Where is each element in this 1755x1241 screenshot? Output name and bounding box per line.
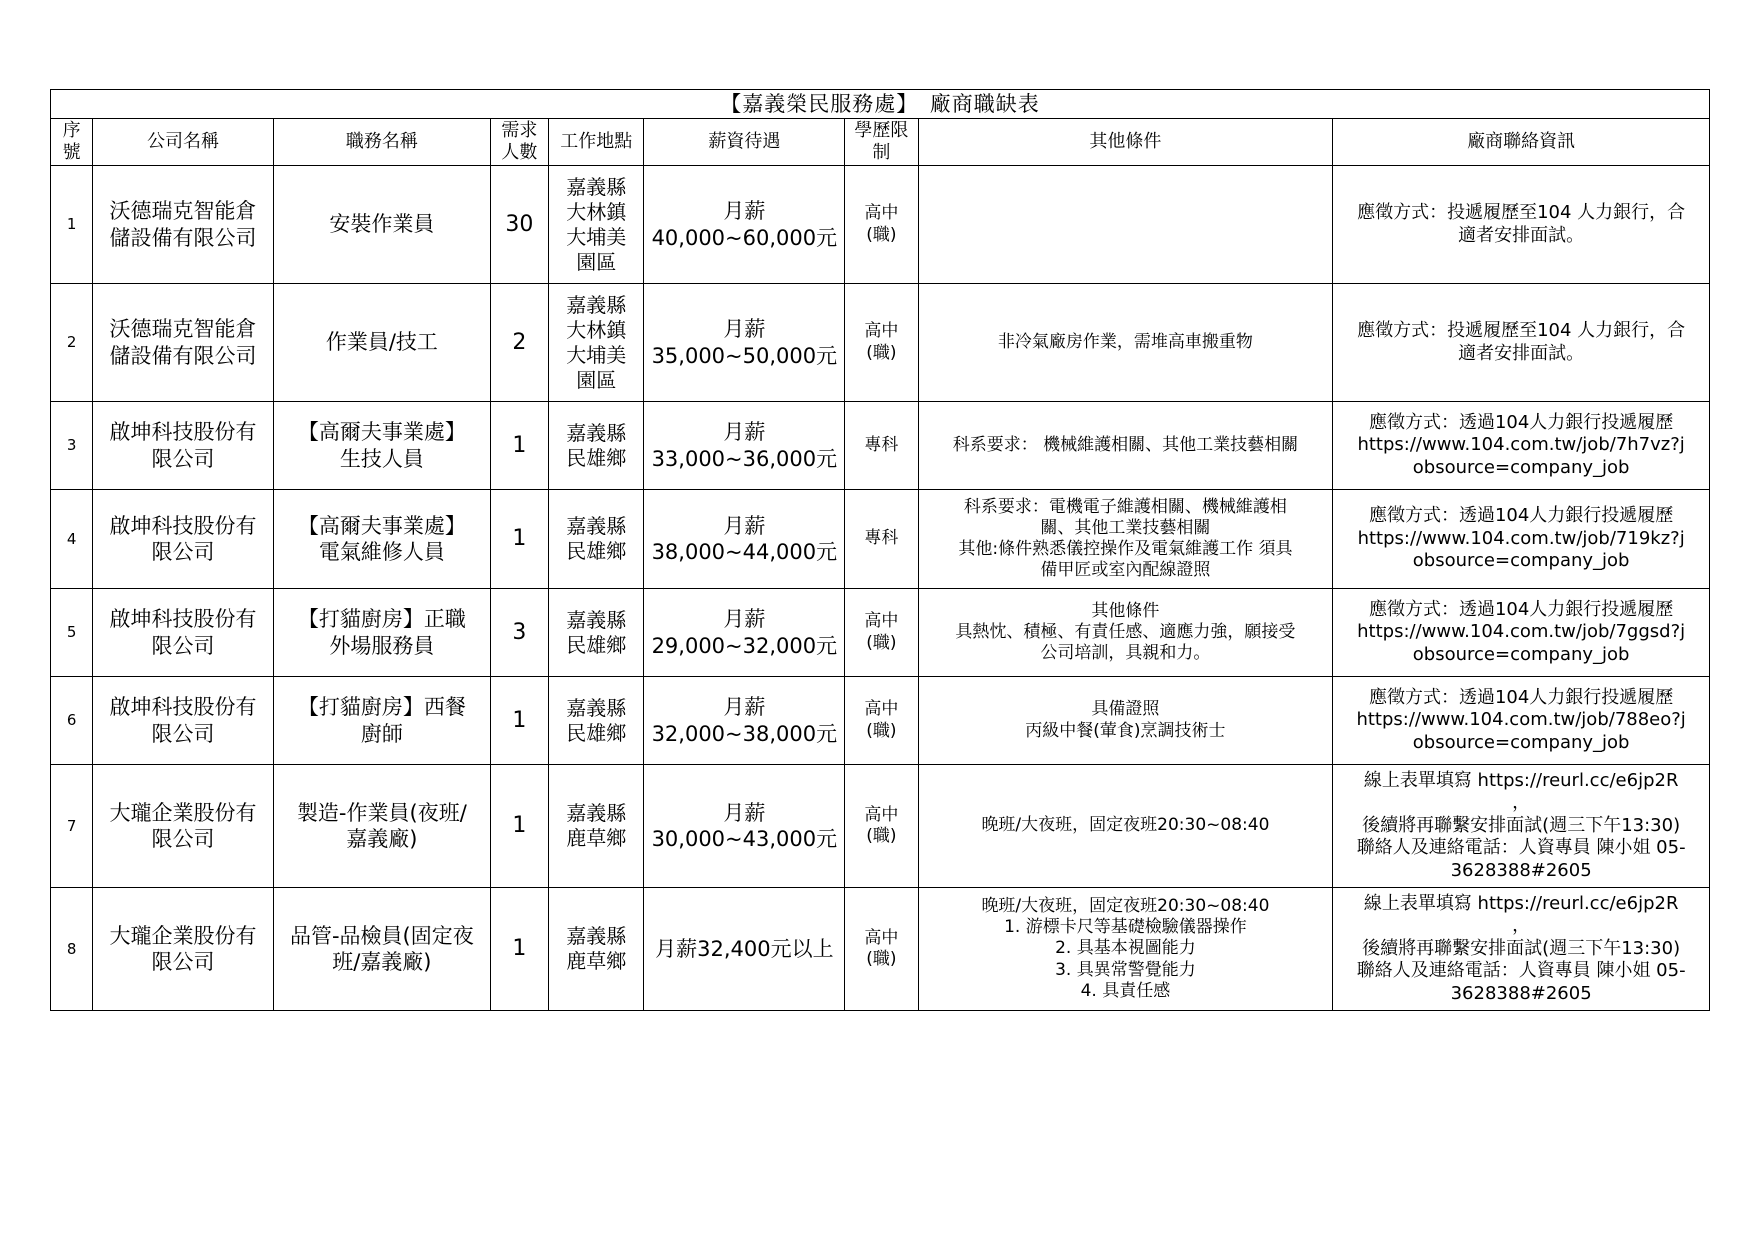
table-row bbox=[51, 677, 1710, 765]
contact-info: 應徵方式：透過104人力銀行投遞履歷 https://www.104.com.tw/job/7h7vz?j obsource=company_job bbox=[1333, 402, 1710, 490]
work-location: 嘉義縣 民雄鄉 bbox=[549, 402, 644, 490]
contact-info: 線上表單填寫 https://reurl.cc/e6jp2R ， 後續將再聯繫安排面試(週三下午13:30) 聯絡人及連絡電話：人資專員 陳小姐 05- 3628388#2605 bbox=[1333, 888, 1710, 1011]
row-number: 1 bbox=[51, 166, 93, 284]
table-row bbox=[51, 284, 1710, 402]
headcount: 1 bbox=[490, 765, 548, 888]
job-title: 【高爾夫事業處】 生技人員 bbox=[273, 402, 490, 490]
row-number: 6 bbox=[51, 677, 93, 765]
education: 專科 bbox=[845, 402, 918, 490]
other-conditions: 晚班/大夜班，固定夜班20:30~08:40 1. 游標卡尺等基礎檢驗儀器操作 2. 具基本視圖能力 3. 具異常警覺能力 4. 具責任感 bbox=[918, 888, 1333, 1011]
header-salary: 薪資待遇 bbox=[644, 119, 845, 166]
company-name: 啟坤科技股份有 限公司 bbox=[93, 490, 274, 589]
work-location: 嘉義縣 民雄鄉 bbox=[549, 589, 644, 677]
contact-info: 線上表單填寫 https://reurl.cc/e6jp2R ， 後續將再聯繫安排面試(週三下午13:30) 聯絡人及連絡電話：人資專員 陳小姐 05- 3628388#2605 bbox=[1333, 765, 1710, 888]
job-title: 製造-作業員(夜班/ 嘉義廠) bbox=[273, 765, 490, 888]
headcount: 1 bbox=[490, 490, 548, 589]
headcount: 2 bbox=[490, 284, 548, 402]
header-other: 其他條件 bbox=[918, 119, 1333, 166]
education: 高中 (職) bbox=[845, 284, 918, 402]
education: 高中 (職) bbox=[845, 765, 918, 888]
salary: 月薪 30,000~43,000元 bbox=[644, 765, 845, 888]
header-count: 需求 人數 bbox=[490, 119, 548, 166]
work-location: 嘉義縣 大林鎮 大埔美 園區 bbox=[549, 166, 644, 284]
work-location: 嘉義縣 鹿草鄉 bbox=[549, 765, 644, 888]
job-vacancy-table bbox=[50, 89, 1710, 1011]
other-conditions: 科系要求：電機電子維護相關、機械維護相 關、其他工業技藝相關 其他:條件熟悉儀控操作及電氣維護工作 須具 備甲匠或室內配線證照 bbox=[918, 490, 1333, 589]
header-location: 工作地點 bbox=[549, 119, 644, 166]
job-title: 【打貓廚房】正職 外場服務員 bbox=[273, 589, 490, 677]
job-title: 【打貓廚房】西餐 廚師 bbox=[273, 677, 490, 765]
work-location: 嘉義縣 民雄鄉 bbox=[549, 677, 644, 765]
company-name: 啟坤科技股份有 限公司 bbox=[93, 677, 274, 765]
table-title: 【嘉義榮民服務處】 廠商職缺表 bbox=[51, 90, 1710, 119]
header-contact: 廠商聯絡資訊 bbox=[1333, 119, 1710, 166]
row-number: 3 bbox=[51, 402, 93, 490]
header-row bbox=[51, 119, 1710, 166]
job-title: 安裝作業員 bbox=[273, 166, 490, 284]
table-row bbox=[51, 888, 1710, 1011]
headcount: 1 bbox=[490, 677, 548, 765]
work-location: 嘉義縣 民雄鄉 bbox=[549, 490, 644, 589]
work-location: 嘉義縣 鹿草鄉 bbox=[549, 888, 644, 1011]
other-conditions: 科系要求： 機械維護相關、其他工業技藝相關 bbox=[918, 402, 1333, 490]
row-number: 4 bbox=[51, 490, 93, 589]
table-row bbox=[51, 166, 1710, 284]
header-company: 公司名稱 bbox=[93, 119, 274, 166]
contact-info: 應徵方式：透過104人力銀行投遞履歷 https://www.104.com.tw/job/788eo?j obsource=company_job bbox=[1333, 677, 1710, 765]
row-number: 2 bbox=[51, 284, 93, 402]
other-conditions: 具備證照 丙級中餐(葷食)烹調技術士 bbox=[918, 677, 1333, 765]
headcount: 1 bbox=[490, 402, 548, 490]
contact-info: 應徵方式：透過104人力銀行投遞履歷 https://www.104.com.tw/job/7ggsd?j obsource=company_job bbox=[1333, 589, 1710, 677]
row-number: 8 bbox=[51, 888, 93, 1011]
salary: 月薪 29,000~32,000元 bbox=[644, 589, 845, 677]
education: 高中 (職) bbox=[845, 166, 918, 284]
header-job: 職務名稱 bbox=[273, 119, 490, 166]
header-no: 序 號 bbox=[51, 119, 93, 166]
contact-info: 應徵方式：投遞履歷至104 人力銀行，合 適者安排面試。 bbox=[1333, 284, 1710, 402]
salary: 月薪 38,000~44,000元 bbox=[644, 490, 845, 589]
salary: 月薪 35,000~50,000元 bbox=[644, 284, 845, 402]
row-number: 7 bbox=[51, 765, 93, 888]
salary: 月薪 32,000~38,000元 bbox=[644, 677, 845, 765]
table-row bbox=[51, 765, 1710, 888]
company-name: 大瓏企業股份有 限公司 bbox=[93, 765, 274, 888]
company-name: 沃德瑞克智能倉 儲設備有限公司 bbox=[93, 284, 274, 402]
contact-info: 應徵方式：投遞履歷至104 人力銀行，合 適者安排面試。 bbox=[1333, 166, 1710, 284]
table-row bbox=[51, 490, 1710, 589]
job-title: 【高爾夫事業處】 電氣維修人員 bbox=[273, 490, 490, 589]
company-name: 沃德瑞克智能倉 儲設備有限公司 bbox=[93, 166, 274, 284]
headcount: 3 bbox=[490, 589, 548, 677]
other-conditions bbox=[918, 166, 1333, 284]
other-conditions: 其他條件 具熱忱、積極、有責任感、適應力強，願接受 公司培訓，具親和力。 bbox=[918, 589, 1333, 677]
salary: 月薪 33,000~36,000元 bbox=[644, 402, 845, 490]
table-row bbox=[51, 589, 1710, 677]
headcount: 1 bbox=[490, 888, 548, 1011]
contact-info: 應徵方式：透過104人力銀行投遞履歷 https://www.104.com.tw/job/719kz?j obsource=company_job bbox=[1333, 490, 1710, 589]
education: 高中 (職) bbox=[845, 677, 918, 765]
education: 高中 (職) bbox=[845, 888, 918, 1011]
salary: 月薪32,400元以上 bbox=[644, 888, 845, 1011]
other-conditions: 晚班/大夜班，固定夜班20:30~08:40 bbox=[918, 765, 1333, 888]
company-name: 大瓏企業股份有 限公司 bbox=[93, 888, 274, 1011]
header-education: 學歷限 制 bbox=[845, 119, 918, 166]
row-number: 5 bbox=[51, 589, 93, 677]
other-conditions: 非冷氣廠房作業，需堆高車搬重物 bbox=[918, 284, 1333, 402]
job-title: 作業員/技工 bbox=[273, 284, 490, 402]
work-location: 嘉義縣 大林鎮 大埔美 園區 bbox=[549, 284, 644, 402]
headcount: 30 bbox=[490, 166, 548, 284]
education: 專科 bbox=[845, 490, 918, 589]
table-row bbox=[51, 402, 1710, 490]
education: 高中 (職) bbox=[845, 589, 918, 677]
job-title: 品管-品檢員(固定夜 班/嘉義廠) bbox=[273, 888, 490, 1011]
salary: 月薪 40,000~60,000元 bbox=[644, 166, 845, 284]
company-name: 啟坤科技股份有 限公司 bbox=[93, 589, 274, 677]
company-name: 啟坤科技股份有 限公司 bbox=[93, 402, 274, 490]
